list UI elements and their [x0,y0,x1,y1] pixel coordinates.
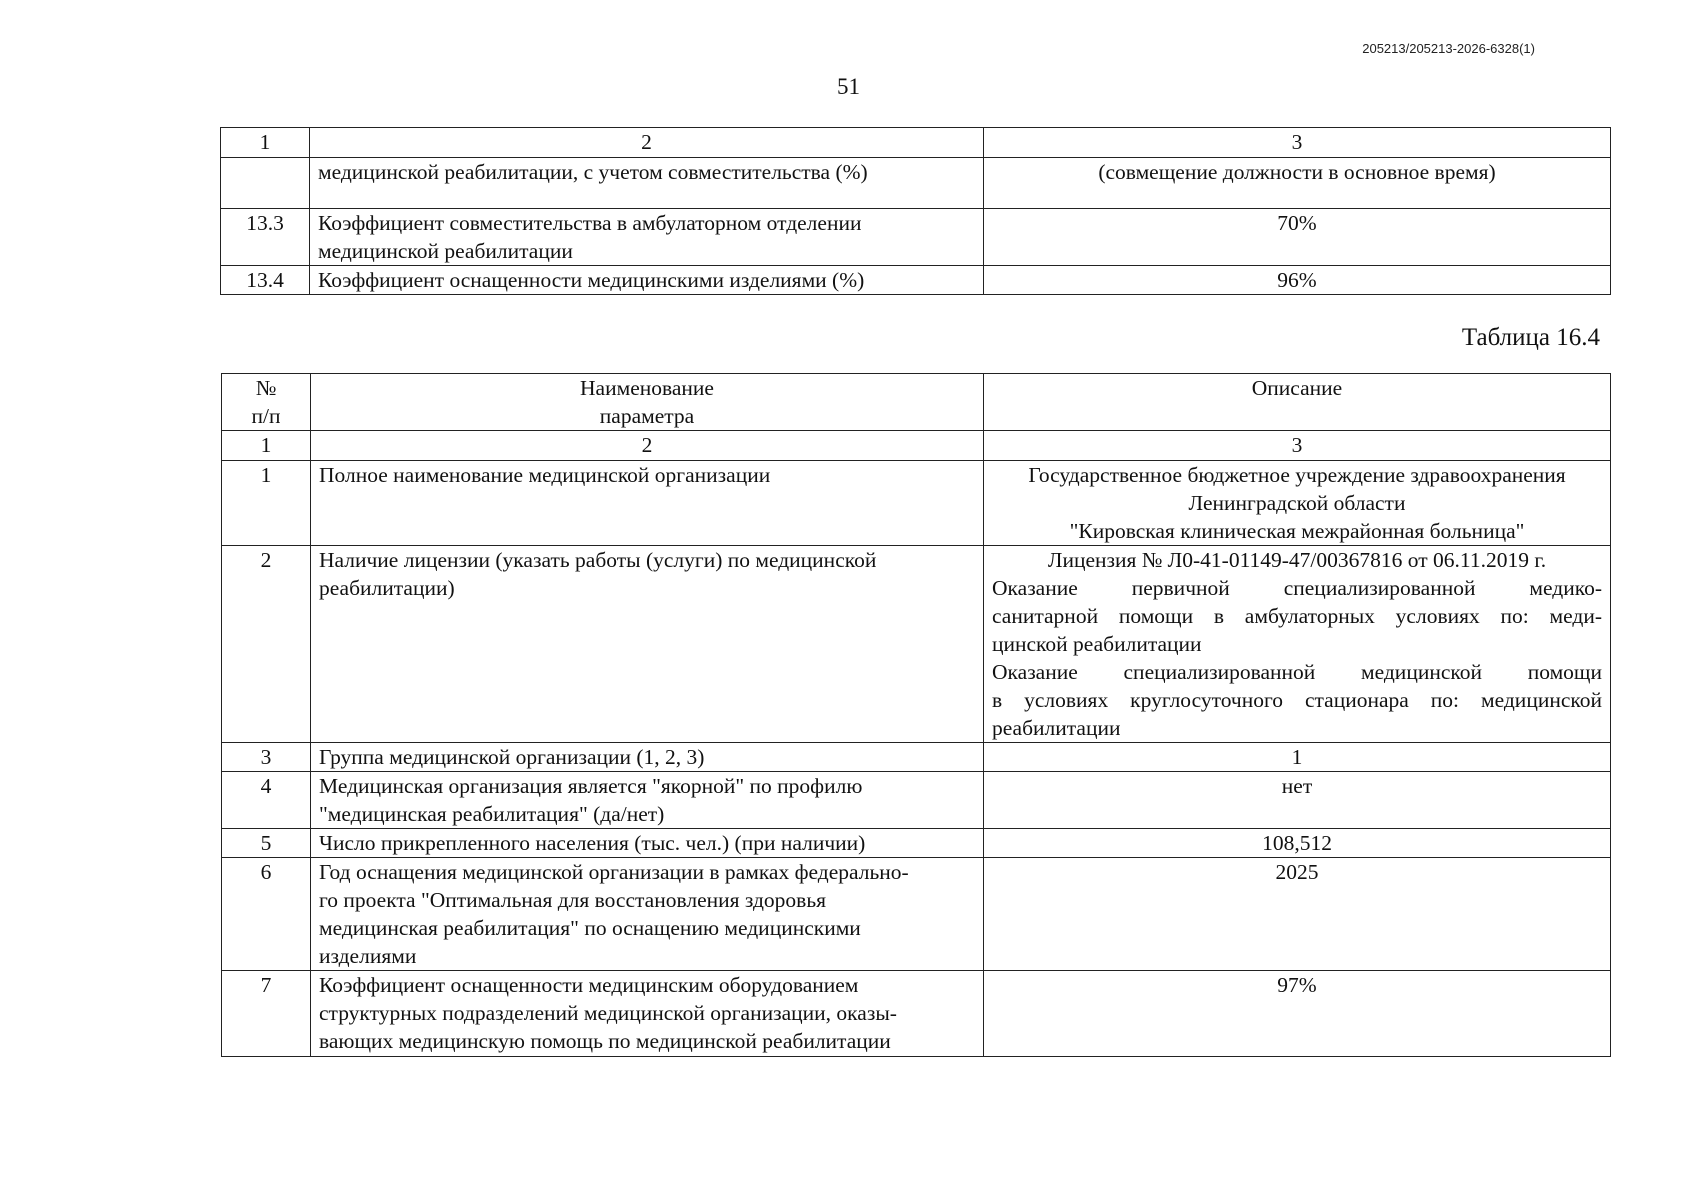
row-name: Полное наименование медицинской организации [311,461,984,546]
row-name: Медицинская организация является "якорной" по профилю "медицинская реабилитация" (да/нет) [311,772,984,829]
column-number-row [222,431,1611,461]
colnum-1: 1 [221,128,310,158]
row-name: Число прикрепленного населения (тыс. чел.) (при наличии) [311,829,984,858]
row-number [221,158,310,209]
row-name: Группа медицинской организации (1, 2, 3) [311,743,984,772]
table-title: Таблица 16.4 [1461,324,1600,351]
row-value: Лицензия № Л0-41-01149-47/00367816 от 06.11.2019 г. Оказание первичной специализированной медико- санитарной помощи в амбулаторных условиях по: меди- цинской реабилитации Оказание специализированной медицинской помощи в условиях круглосуточного стационара по: медицинской реабилитации [984,546,1611,743]
row-number: 13.3 [221,209,310,266]
column-number-row [221,128,1611,158]
parameters-table [221,373,1611,1057]
colnum-2: 2 [310,128,984,158]
row-name: Наличие лицензии (указать работы (услуги) по медицинской реабилитации) [311,546,984,743]
table-row [222,829,1611,858]
row-value: (совмещение должности в основное время) [984,158,1611,209]
row-number: 13.4 [221,266,310,295]
table-row [222,772,1611,829]
header-number: № п/п [222,374,311,431]
continuation-table [220,127,1611,295]
row-value: 1 [984,743,1611,772]
row-number: 1 [222,461,311,546]
row-value: нет [984,772,1611,829]
row-number: 4 [222,772,311,829]
row-number: 6 [222,858,311,971]
table-row [222,546,1611,743]
table-row [221,209,1611,266]
row-name: Год оснащения медицинской организации в рамках федерально- го проекта "Оптимальная для восстановления здоровья медицинская реабилитация" по оснащению медицинскими изделиями [311,858,984,971]
row-name: медицинской реабилитации, с учетом совместительства (%) [310,158,984,209]
row-number: 5 [222,829,311,858]
row-number: 2 [222,546,311,743]
row-number: 7 [222,971,311,1057]
row-name: Коэффициент оснащенности медицинским оборудованием структурных подразделений медицинской организации, оказы- вающих медицинскую помощь по медицинской реабилитации [311,971,984,1057]
row-name: Коэффициент оснащенности медицинскими изделиями (%) [310,266,984,295]
row-value: 2025 [984,858,1611,971]
table-row [221,158,1611,209]
license-line: Лицензия № Л0-41-01149-47/00367816 от 06.11.2019 г. [1047,548,1547,572]
row-number: 3 [222,743,311,772]
table-row [222,858,1611,971]
colnum-3: 3 [984,431,1611,461]
table-row [222,971,1611,1057]
page-number: 51 [837,74,860,99]
row-value: 108,512 [984,829,1611,858]
table-row [222,743,1611,772]
colnum-2: 2 [311,431,984,461]
colnum-3: 3 [984,128,1611,158]
header-name: Наименование параметра [311,374,984,431]
table-row [221,266,1611,295]
colnum-1: 1 [222,431,311,461]
row-value: 97% [984,971,1611,1057]
header-description: Описание [984,374,1611,431]
table-row [222,461,1611,546]
document-number: 205213/205213-2026-6328(1) [1362,41,1535,56]
row-value: 70% [984,209,1611,266]
header-row [222,374,1611,431]
row-name: Коэффициент совместительства в амбулаторном отделении медицинской реабилитации [310,209,984,266]
row-value: Государственное бюджетное учреждение здравоохранения Ленинградской области "Кировская клиническая межрайонная больница" [984,461,1611,546]
row-value: 96% [984,266,1611,295]
